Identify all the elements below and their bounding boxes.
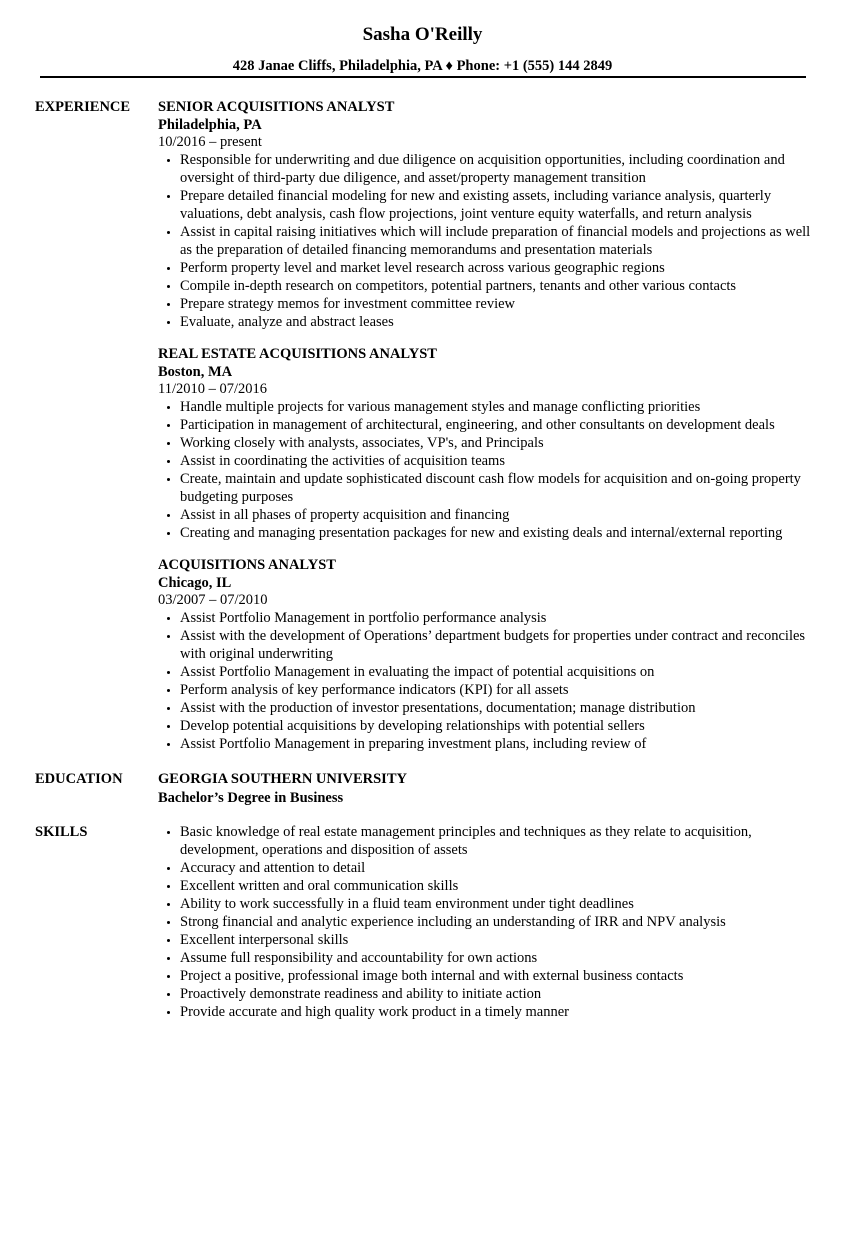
section-label-skills: SKILLS	[35, 824, 88, 840]
job-title: REAL ESTATE ACQUISITIONS ANALYST	[158, 346, 437, 362]
skill-item: • Proactively demonstrate readiness and ability to initiate action	[180, 985, 815, 1003]
section-label-education: EDUCATION	[35, 771, 123, 787]
bullet-item: • Handle multiple projects for various management styles and manage conflicting priorities	[180, 398, 815, 416]
bullet-item: • Prepare detailed financial modeling for new and existing assets, including variance analysis, quarterly valuations, debt analysis, cash flow projections, joint venture equity waterfalls, and return analysis	[180, 187, 815, 223]
bullet-item: • Assist in coordinating the activities of acquisition teams	[180, 452, 815, 470]
bullet-item: • Assist with the development of Operations’ department budgets for properties under contract and reconciles with original underwriting	[180, 627, 815, 663]
bullet-item: • Assist in all phases of property acquisition and financing	[180, 506, 815, 524]
section-label-experience: EXPERIENCE	[35, 99, 131, 115]
job-title: SENIOR ACQUISITIONS ANALYST	[158, 99, 395, 115]
experience-section	[35, 98, 815, 753]
job-dates: 11/2010 – 07/2016	[158, 381, 268, 397]
education-section	[35, 770, 815, 807]
bullet-item: • Participation in management of architectural, engineering, and other consultants on development deals	[180, 416, 815, 434]
bullet-item: • Evaluate, analyze and abstract leases	[180, 313, 815, 331]
skill-item: • Accuracy and attention to detail	[180, 859, 815, 877]
job-dates: 10/2016 – present	[158, 134, 262, 150]
job-bullets	[158, 609, 815, 753]
header-divider	[40, 76, 806, 78]
bullet-item: • Assist Portfolio Management in preparing investment plans, including review of	[180, 735, 815, 753]
skill-item: • Project a positive, professional image both internal and with external business contacts	[180, 967, 815, 985]
education-body	[158, 770, 815, 807]
job-dates: 03/2007 – 07/2010	[158, 592, 268, 608]
job-location: Boston, MA	[158, 364, 233, 380]
bullet-item: • Compile in-depth research on competitors, potential partners, tenants and other various contacts	[180, 277, 815, 295]
job-entry	[158, 98, 815, 331]
bullet-item: • Prepare strategy memos for investment committee review	[180, 295, 815, 313]
skill-item: • Excellent interpersonal skills	[180, 931, 815, 949]
skills-list	[158, 823, 815, 1021]
job-entry	[158, 345, 815, 542]
bullet-item: • Creating and managing presentation packages for new and existing deals and internal/external reporting	[180, 524, 815, 542]
bullet-item: • Working closely with analysts, associates, VP's, and Principals	[180, 434, 815, 452]
bullet-item: • Assist with the production of investor presentations, documentation; manage distribution	[180, 699, 815, 717]
bullet-item: • Responsible for underwriting and due diligence on acquisition opportunities, including coordination and oversight of third-party due diligence, and asset/property management transition	[180, 151, 815, 187]
bullet-item: • Assist in capital raising initiatives which will include preparation of financial models and projections as well as the preparation of detailed financing memorandums and presentation materials	[180, 223, 815, 259]
bullet-item: • Assist Portfolio Management in evaluating the impact of potential acquisitions on	[180, 663, 815, 681]
skills-section	[35, 823, 815, 1021]
experience-body	[158, 98, 815, 753]
job-bullets	[158, 398, 815, 542]
job-title: ACQUISITIONS ANALYST	[158, 557, 336, 573]
job-entry	[158, 556, 815, 753]
skill-item: • Assume full responsibility and accountability for own actions	[180, 949, 815, 967]
bullet-item: • Perform property level and market level research across various geographic regions	[180, 259, 815, 277]
bullet-item: • Perform analysis of key performance indicators (KPI) for all assets	[180, 681, 815, 699]
skill-item: • Strong financial and analytic experience including an understanding of IRR and NPV analysis	[180, 913, 815, 931]
contact-line: 428 Janae Cliffs, Philadelphia, PA ♦ Phone: +1 (555) 144 2849	[232, 58, 613, 74]
job-bullets	[158, 151, 815, 331]
school-name: GEORGIA SOUTHERN UNIVERSITY	[158, 771, 407, 787]
skill-item: • Excellent written and oral communication skills	[180, 877, 815, 895]
skill-item: • Ability to work successfully in a fluid team environment under tight deadlines	[180, 895, 815, 913]
candidate-name: Sasha O'Reilly	[362, 24, 483, 45]
bullet-item: • Create, maintain and update sophisticated discount cash flow models for acquisition and on-going property budgeting purposes	[180, 470, 815, 506]
skill-item: • Provide accurate and high quality work product in a timely manner	[180, 1003, 815, 1021]
skill-item: • Basic knowledge of real estate management principles and techniques as they relate to acquisition, development, operations and disposition of assets	[180, 823, 815, 859]
resume-content	[35, 98, 815, 1021]
job-location: Philadelphia, PA	[158, 117, 262, 133]
job-location: Chicago, IL	[158, 575, 232, 591]
bullet-item: • Develop potential acquisitions by developing relationships with potential sellers	[180, 717, 815, 735]
skills-body	[158, 823, 815, 1021]
degree: Bachelor’s Degree in Business	[158, 790, 344, 806]
bullet-item: • Assist Portfolio Management in portfolio performance analysis	[180, 609, 815, 627]
